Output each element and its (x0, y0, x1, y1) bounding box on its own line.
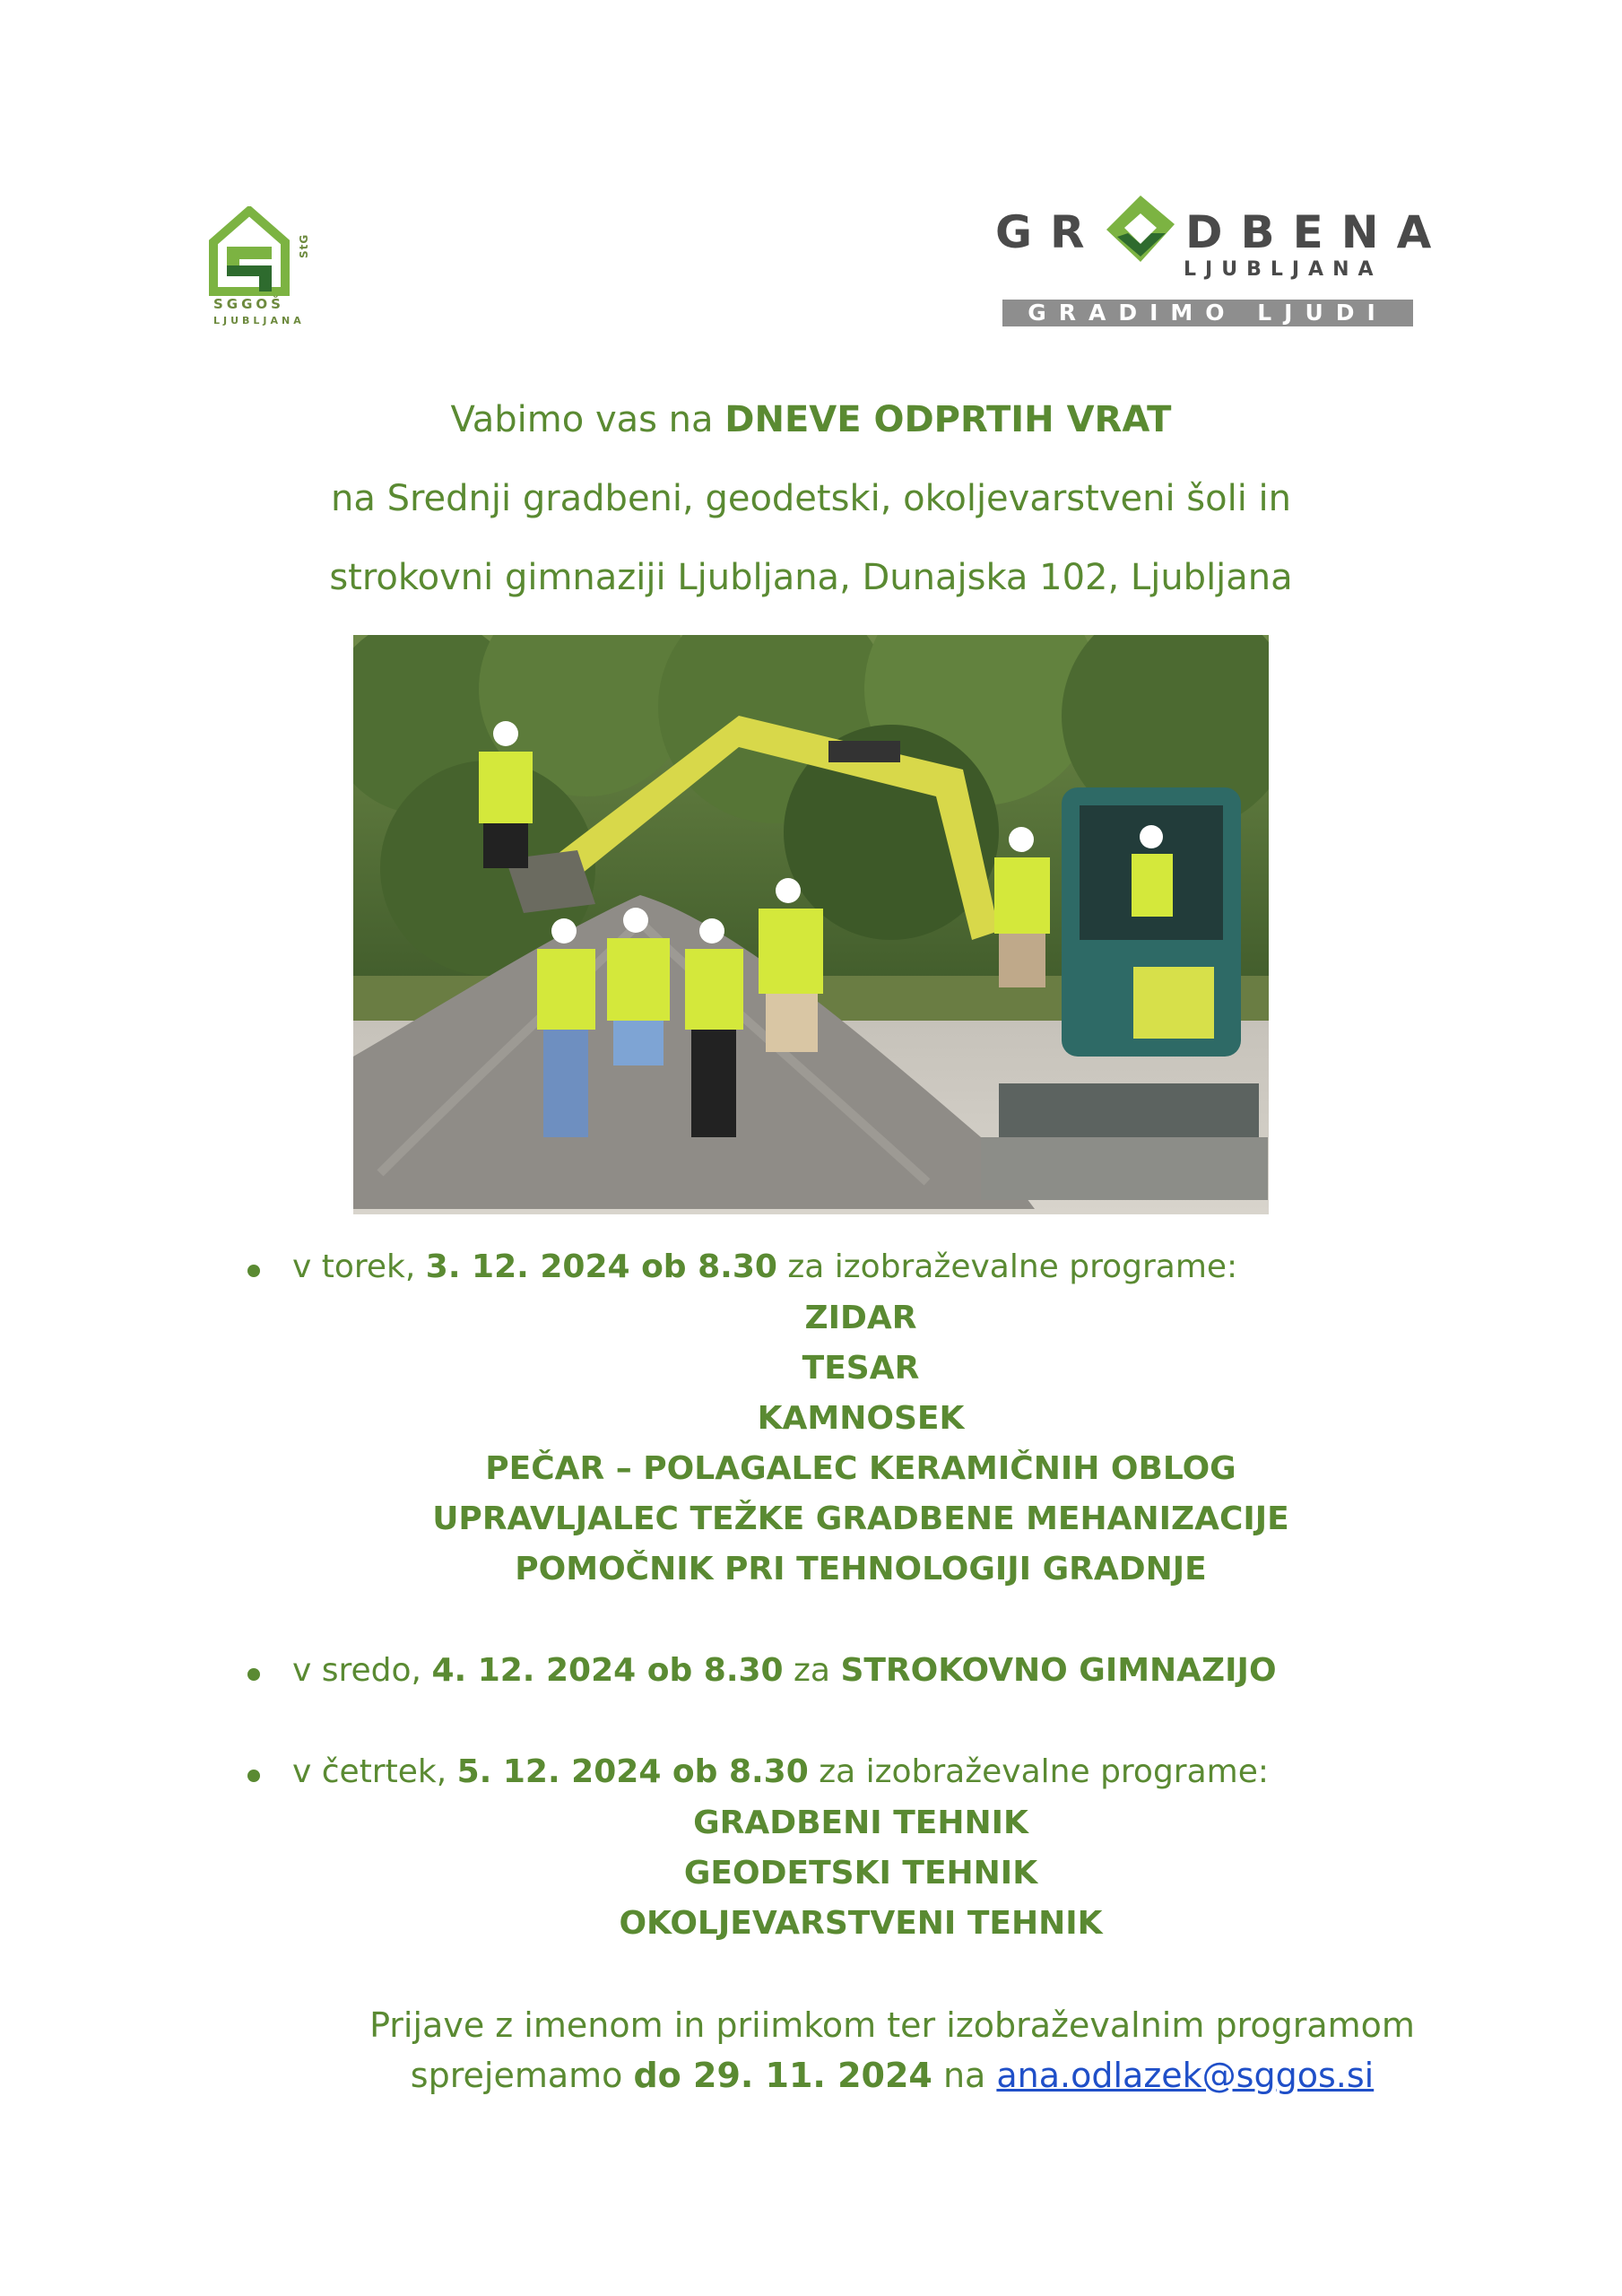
g-mark-icon (1105, 194, 1176, 265)
event-2-date: 4. 12. 2024 ob 8.30 (431, 1652, 784, 1689)
event-3-suffix: za izobraževalne programe: (808, 1753, 1270, 1790)
logo-side-text: StG (298, 233, 310, 258)
event-1-program-1: ZIDAR (804, 1300, 917, 1336)
event-1-program-3: KAMNOSEK (757, 1400, 965, 1437)
event-3-text (292, 1753, 1269, 1790)
footer-line-2 (0, 2056, 1622, 2095)
event-1-prefix: v torek, (292, 1248, 426, 1285)
event-3-program-3: OKOLJEVARSTVENI TEHNIK (619, 1905, 1103, 1942)
event-1-program-2: TESAR (802, 1350, 920, 1387)
logo-slogan: GRADIMO LJUDI (1002, 300, 1413, 326)
heading-event: DNEVE ODPRTIH VRAT (724, 399, 1172, 440)
event-photo (353, 635, 1269, 1214)
school-logo (204, 206, 321, 332)
house-logo-icon (204, 206, 294, 296)
event-3-program-1: GRADBENI TEHNIK (693, 1805, 1028, 1841)
event-3-prefix: v četrtek, (292, 1753, 457, 1790)
logo-city: LJUBLJANA (1184, 258, 1383, 281)
email-link[interactable]: ana.odlazek@sggos.si (996, 2056, 1375, 2095)
heading-line-2: na Srednji gradbeni, geodetski, okoljevarstveni šoli in (330, 478, 1291, 519)
logo-school-city: LJUBLJANA (213, 315, 305, 326)
event-1-program-6: POMOČNIK PRI TEHNOLOGIJI GRADNJE (515, 1551, 1207, 1587)
logo-school-name: SGGOŠ (213, 296, 284, 312)
bullet-dot-icon (247, 1770, 260, 1782)
event-1-date: 3. 12. 2024 ob 8.30 (425, 1248, 777, 1285)
footer-mid: na (932, 2056, 997, 2095)
event-1-program-4: PEČAR – POLAGALEC KERAMIČNIH OBLOG (485, 1450, 1236, 1487)
bullet-dot-icon (247, 1668, 260, 1681)
event-1-suffix: za izobraževalne programe: (776, 1248, 1238, 1285)
footer-prefix: sprejemamo (410, 2056, 634, 2095)
photo-students-excavator-icon (353, 635, 1269, 1214)
event-2-suffix: za (783, 1652, 841, 1689)
event-1-text (292, 1248, 1237, 1285)
logo-word-right: DBENA (1185, 206, 1450, 258)
event-3-date: 5. 12. 2024 ob 8.30 (456, 1753, 809, 1790)
event-1-program-5: UPRAVLJALEC TEŽKE GRADBENE MEHANIZACIJE (432, 1500, 1289, 1537)
heading-line-3: strokovni gimnaziji Ljubljana, Dunajska 102, Ljubljana (329, 557, 1293, 598)
event-2-text (292, 1652, 1277, 1689)
footer-deadline: do 29. 11. 2024 (633, 2056, 932, 2095)
heading-line-1 (0, 399, 1622, 440)
event-3-program-2: GEODETSKI TEHNIK (683, 1855, 1038, 1892)
footer-line-1: Prijave z imenom in priimkom ter izobraževalnim programom (369, 2005, 1415, 2045)
gradbena-logo (995, 190, 1450, 334)
bullet-dot-icon (247, 1265, 260, 1277)
event-2-program: STROKOVNO GIMNAZIJO (840, 1652, 1277, 1689)
logo-word-left: GR (995, 206, 1103, 258)
heading-invite: Vabimo vas na (450, 399, 725, 440)
event-2-prefix: v sredo, (292, 1652, 432, 1689)
